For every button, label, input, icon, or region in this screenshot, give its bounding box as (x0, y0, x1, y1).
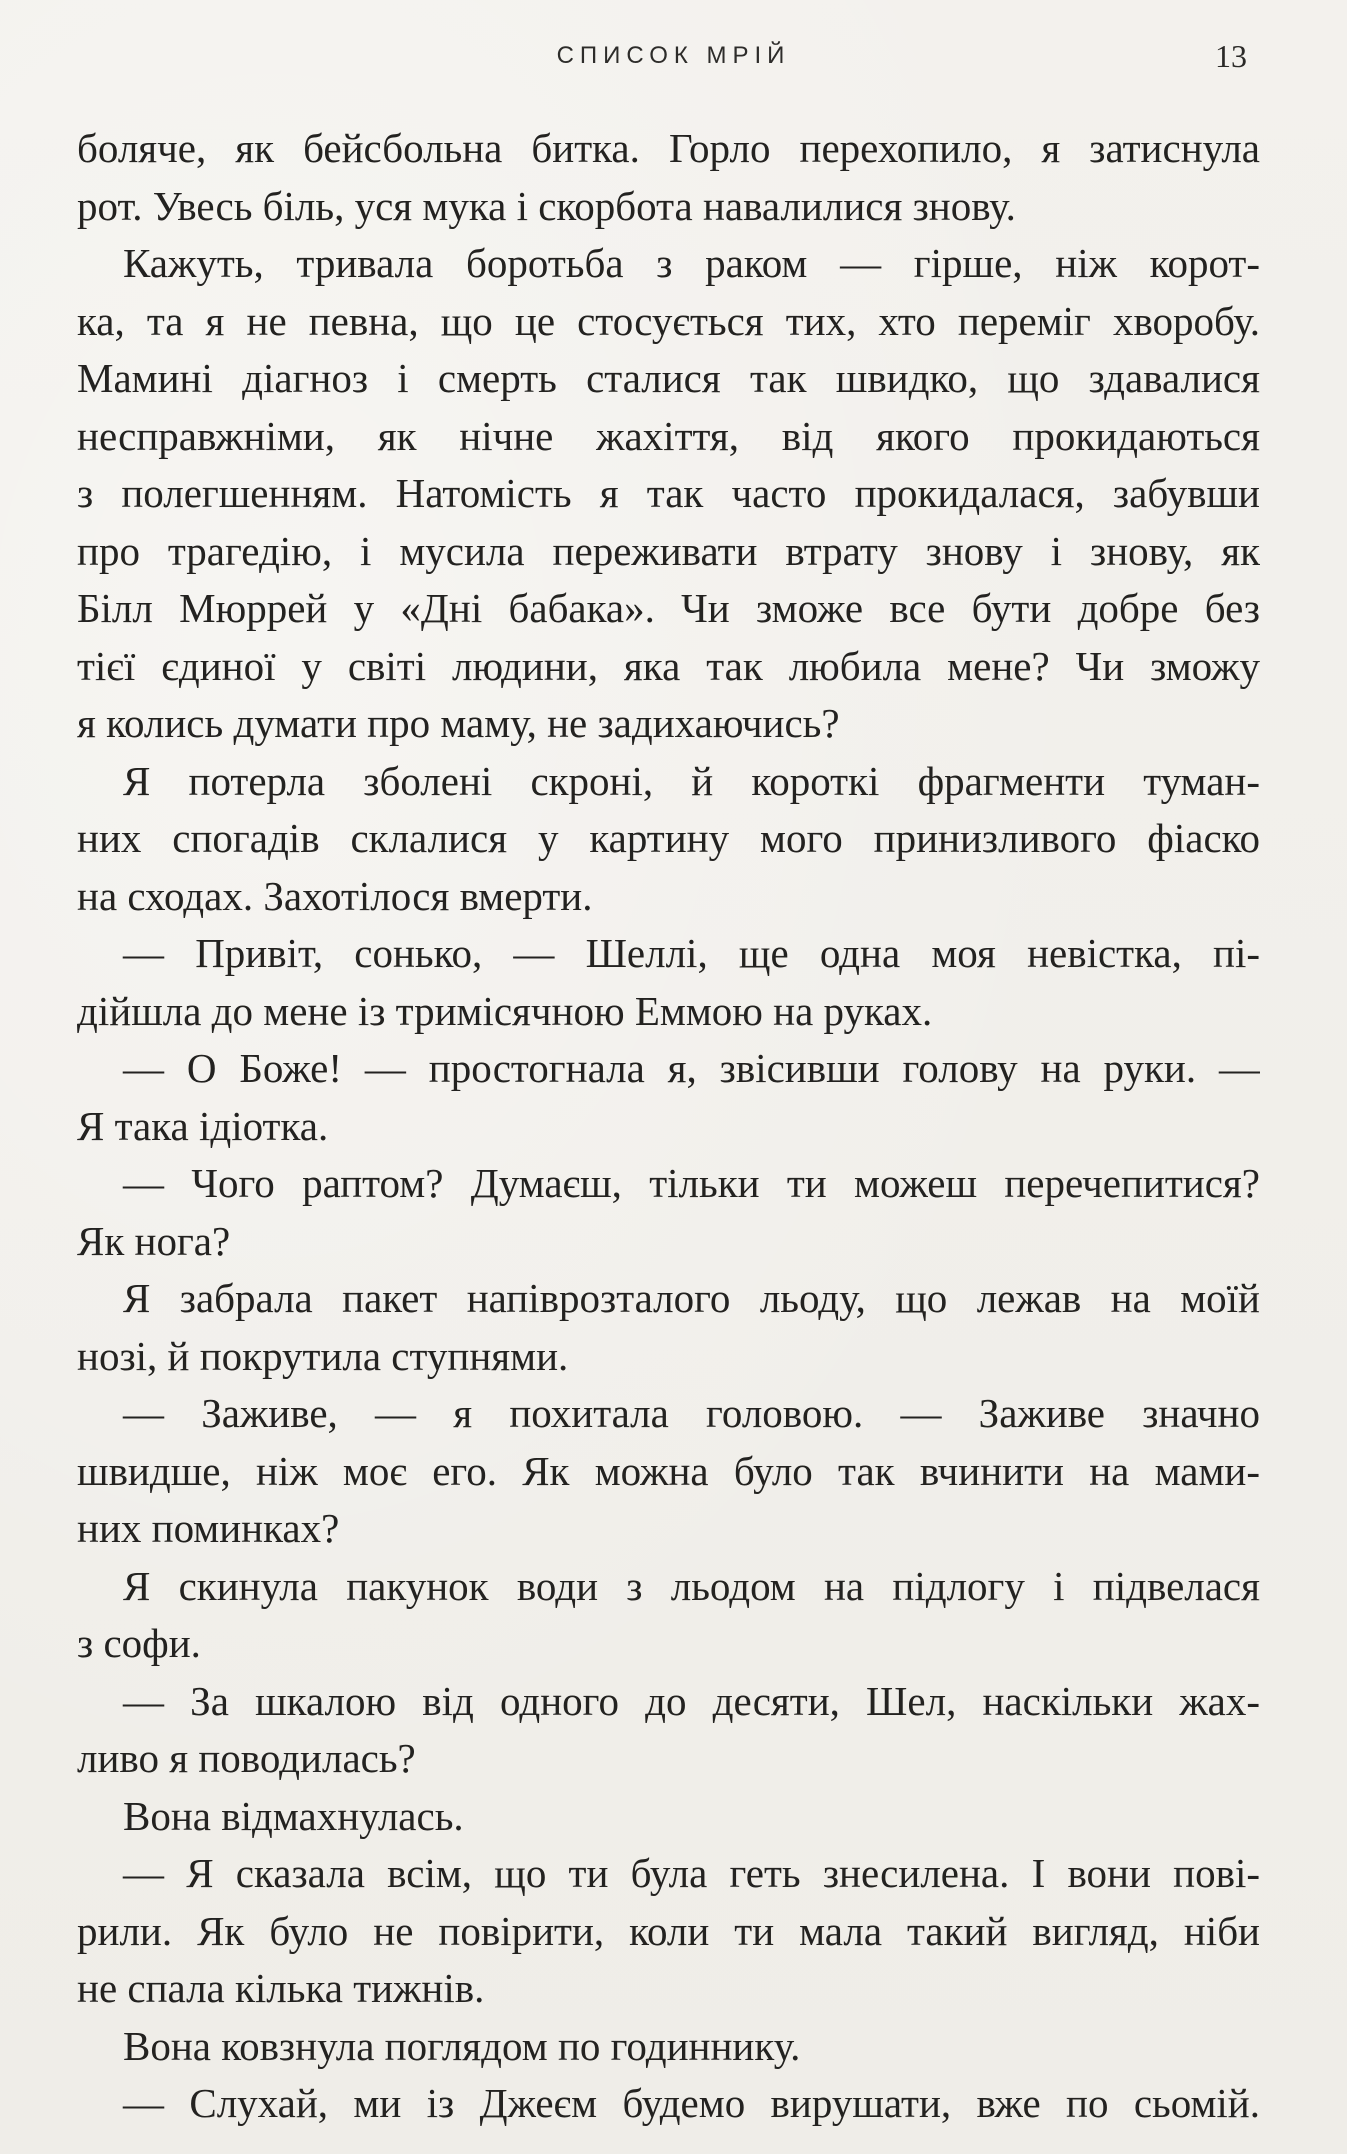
text-line: — О Боже! — простогнала я, звісивши голову на руки. — (123, 1045, 1260, 1091)
text-line: боляче, як бейсбольна битка. Горло перехопило, я затиснула (77, 125, 1260, 171)
running-title: СПИСОК МРІЙ (556, 42, 791, 69)
text-line: швидше, ніж моє его. Як можна було так вчинити на мами- (77, 1447, 1260, 1494)
text-line: Білл Мюррей у «Дні бабака». Чи зможе все бути добре без (77, 585, 1260, 631)
text-line: — Чого раптом? Думаєш, тільки ти можеш перечепитися? (123, 1160, 1260, 1206)
text-line: ливо я поводилась? (77, 1735, 416, 1781)
text-line: не спала кілька тижнів. (77, 1965, 485, 2011)
text-line: — Привіт, сонько, — Шеллі, ще одна моя невістка, пі- (123, 930, 1260, 976)
running-header (0, 38, 1347, 78)
text-line: — Заживе, — я похитала головою. — Заживе значно (123, 1390, 1260, 1436)
text-line: з полегшенням. Натомість я так часто прокидалася, забувши (77, 470, 1260, 516)
text-line: на сходах. Захотілося вмерти. (77, 872, 593, 919)
text-line: Вона ковзнула поглядом по годиннику. (123, 2022, 801, 2069)
text-line: Я така ідіотка. (77, 1102, 329, 1149)
page-number: 13 (1215, 38, 1247, 74)
text-line: Я забрала пакет напіврозталого льоду, що лежав на моїй (123, 1275, 1260, 1321)
text-line: Я скинула пакунок води з льодом на підлогу і підвелася (123, 1562, 1260, 1609)
text-line: з софи. (77, 1620, 201, 1666)
text-line: несправжніми, як нічне жахіття, від якого прокидаються (77, 412, 1260, 459)
text-line: Мамині діагноз і смерть сталися так швидко, що здавалися (77, 355, 1260, 401)
text-line: ка, та я не певна, що це стосується тих, хто переміг хворобу. (77, 297, 1260, 344)
text-line: Як нога? (77, 1217, 231, 1264)
text-line: — Я сказала всім, що ти була геть знесилена. І вони пові- (123, 1850, 1260, 1896)
text-line: — За шкалою від одного до десяти, Шел, наскільки жах- (123, 1677, 1260, 1724)
text-line: Я потерла зболені скроні, й короткі фрагменти туман- (123, 757, 1260, 804)
text-line: них спогадів склалися у картину мого принизливого фіаско (77, 815, 1260, 861)
text-line: — Слухай, ми із Джеєм будемо вирушати, вже по сьомій. (123, 2080, 1260, 2126)
text-line: них поминках? (77, 1505, 340, 1551)
text-line: Вона відмахнулась. (123, 1792, 464, 1839)
text-line: дійшла до мене із тримісячною Еммою на руках. (77, 987, 933, 1034)
text-line: я колись думати про маму, не задихаючись? (77, 700, 840, 746)
text-line: про трагедію, і мусила переживати втрату знову і знову, як (77, 527, 1260, 574)
text-line: Кажуть, тривала боротьба з раком — гірше, ніж корот- (123, 240, 1260, 286)
text-line: рили. Як було не повірити, коли ти мала такий вигляд, ніби (77, 1907, 1260, 1954)
text-line: тієї єдиної у світі людини, яка так любила мене? Чи зможу (77, 642, 1260, 689)
text-line: рот. Увесь біль, уся мука і скорбота навалилися знову. (77, 182, 1016, 229)
body-text (77, 120, 1260, 2133)
text-line: нозі, й покрутила ступнями. (77, 1332, 569, 1379)
